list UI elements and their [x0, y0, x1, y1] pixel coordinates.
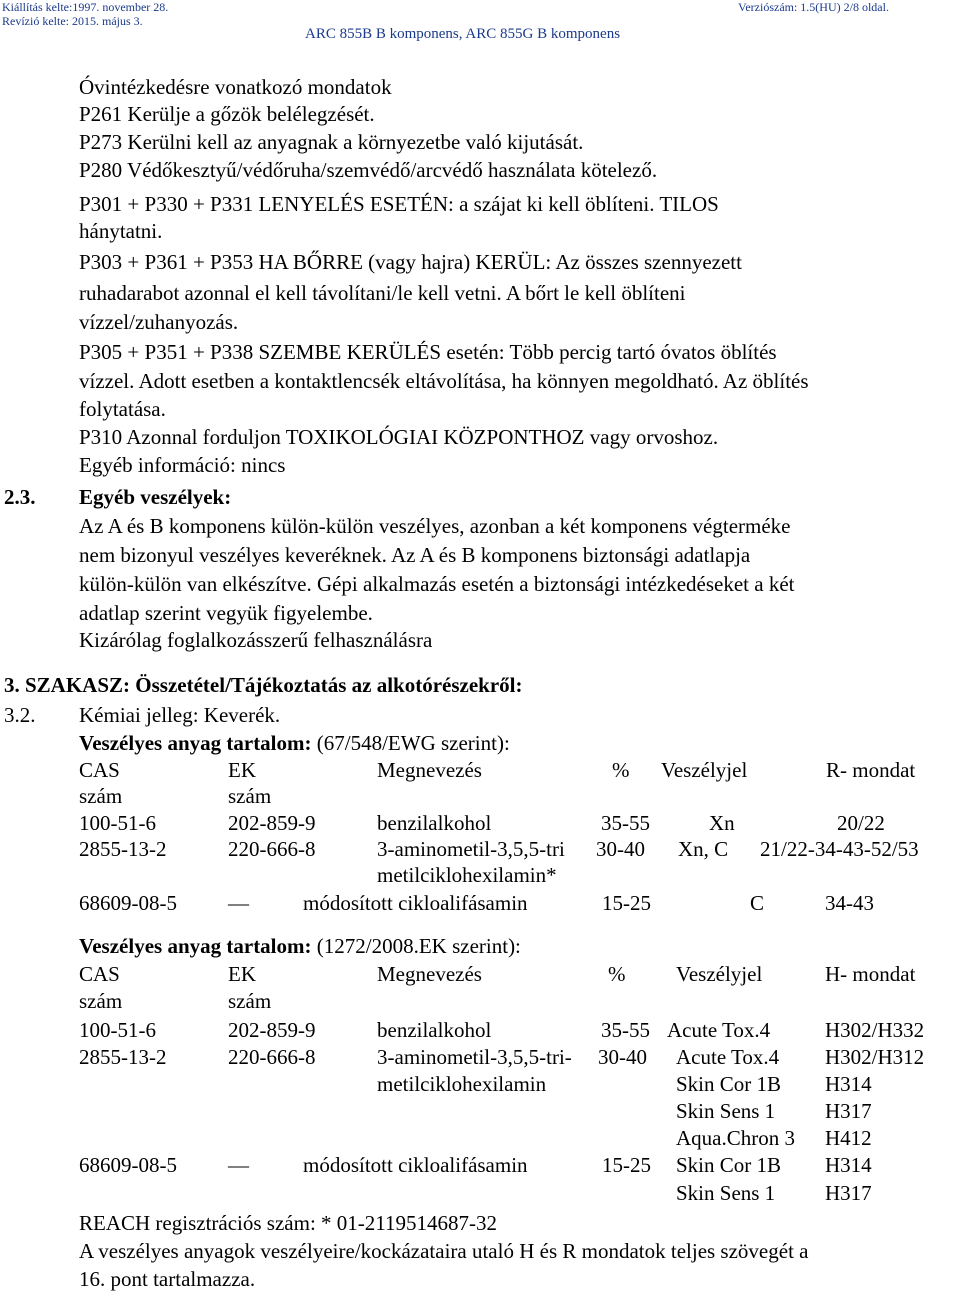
p303-line: P303 + P361 + P353 HA BŐRRE (vagy hajra) KERÜL: Az összes szennyezett [79, 250, 742, 274]
table1-cell: 220-666-8 [228, 837, 316, 861]
p303-line-cont: ruhadarabot azonnal el kell távolítani/le kell vetni. A bőrt le kell öblíteni [79, 281, 686, 305]
section-2-3-number: 2.3. [4, 485, 36, 509]
precautionary-heading: Óvintézkedésre vonatkozó mondatok [79, 75, 392, 99]
table2-cell: Skin Cor 1B [676, 1153, 782, 1177]
table2-cell: 35-55 [601, 1018, 650, 1042]
table2-cell: 15-25 [602, 1153, 651, 1177]
section-2-3-text: nem bizonyul veszélyes keveréknek. Az A és B komponens biztonsági adatlapja [79, 543, 751, 567]
table2-cell: 2855-13-2 [79, 1045, 167, 1069]
table1-cell: — [228, 891, 249, 915]
table2-header-symbol: Veszélyjel [676, 962, 763, 986]
section-3-2-text: Kémiai jelleg: Keverék. [79, 703, 281, 727]
table2-cell: benzilalkohol [377, 1018, 492, 1042]
table1-subheader-cas: szám [79, 784, 123, 808]
table2-cell: 3-aminometil-3,5,5-tri- [377, 1045, 572, 1069]
table1-cell: benzilalkohol [377, 811, 492, 835]
section-3-2-number: 3.2. [4, 703, 36, 727]
table2-cell: H317 [825, 1181, 872, 1205]
table2-title-rest: (1272/2008.EK szerint): [311, 934, 521, 958]
section-2-3-text: adatlap szerint vegyük figyelembe. [79, 601, 373, 625]
version-page: Verziószám: 1.5(HU) 2/8 oldal. [738, 0, 889, 14]
p280-line: P280 Védőkesztyű/védőruha/szemvédő/arcvédő használata kötelező. [79, 158, 658, 182]
table1-header-ek: EK [228, 758, 256, 782]
table2-title-bold: Veszélyes anyag tartalom: [79, 934, 312, 958]
table1-header-symbol: Veszélyjel [661, 758, 748, 782]
table2-cell: Skin Cor 1B [676, 1072, 782, 1096]
table1-cell: 3-aminometil-3,5,5-tri [377, 837, 565, 861]
table1-title-rest: (67/548/EWG szerint): [311, 731, 510, 755]
other-info: Egyéb információ: nincs [79, 453, 286, 477]
table1-cell: Xn [709, 811, 735, 835]
table1-cell: 30-40 [596, 837, 645, 861]
table1-cell: 15-25 [602, 891, 651, 915]
p303-line-cont2: vízzel/zuhanyozás. [79, 310, 239, 334]
table2-cell: Acute Tox.4 [667, 1018, 771, 1042]
p305-line-cont: vízzel. Adott esetben a kontaktlencsék eltávolítása, ha könnyen megoldható. Az öblítés [79, 369, 809, 393]
table1-title-bold: Veszélyes anyag tartalom: [79, 731, 312, 755]
p261-line: P261 Kerülje a gőzök belélegzését. [79, 102, 375, 126]
p310-line: P310 Azonnal forduljon TOXIKOLÓGIAI KÖZPONTHOZ vagy orvoshoz. [79, 425, 719, 449]
section-2-3-text: Kizárólag foglalkozásszerű felhasználásra [79, 628, 433, 652]
table2-subheader-ek: szám [228, 989, 272, 1013]
table1-cell: 202-859-9 [228, 811, 316, 835]
table2-cell: 30-40 [598, 1045, 647, 1069]
table2-cell: H314 [825, 1153, 872, 1177]
table2-cell: 68609-08-5 [79, 1153, 177, 1177]
table1-cell: 2855-13-2 [79, 837, 167, 861]
table1-cell: 20/22 [837, 811, 885, 835]
table2-title [79, 933, 521, 959]
table2-header-cas: CAS [79, 962, 120, 986]
table1-cell: 34-43 [825, 891, 874, 915]
revision-date: Revízió kelte: 2015. május 3. [2, 14, 143, 28]
table2-cell: 220-666-8 [228, 1045, 316, 1069]
table2-cell: metilciklohexilamin [377, 1072, 547, 1096]
table2-cell: H302/H332 [825, 1018, 925, 1042]
table1-cell: 100-51-6 [79, 811, 156, 835]
table2-cell: H314 [825, 1072, 872, 1096]
p301-line: P301 + P330 + P331 LENYELÉS ESETÉN: a szájat ki kell öblíteni. TILOS [79, 192, 719, 216]
table2-cell: H302/H312 [825, 1045, 925, 1069]
product-title: ARC 855B B komponens, ARC 855G B komponens [305, 26, 621, 42]
section-3-title: 3. SZAKASZ: Összetétel/Tájékoztatás az alkotórészekről: [4, 673, 523, 697]
table2-cell: Skin Sens 1 [676, 1099, 776, 1123]
table1-subheader-ek: szám [228, 784, 272, 808]
table1-cell: C [750, 891, 765, 915]
table2-header-name: Megnevezés [377, 962, 482, 986]
table1-cell: 35-55 [601, 811, 650, 835]
table2-cell: 100-51-6 [79, 1018, 156, 1042]
table2-cell: Acute Tox.4 [676, 1045, 780, 1069]
table1-cell: 21/22-34-43-52/53 [760, 837, 919, 861]
table1-header-phrase: R- mondat [826, 758, 916, 782]
issue-date: Kiállítás kelte:1997. november 28. [2, 0, 169, 14]
table1-cell: módosított cikloalifásamin [303, 891, 528, 915]
table2-subheader-cas: szám [79, 989, 123, 1013]
table2-header-percent: % [608, 962, 626, 986]
p305-line-cont2: folytatása. [79, 397, 166, 421]
section-2-3-title: Egyéb veszélyek: [79, 485, 232, 509]
table1-header-cas: CAS [79, 758, 120, 782]
p273-line: P273 Kerülni kell az anyagnak a környezetbe való kijutását. [79, 130, 584, 154]
full-text-note-cont: 16. pont tartalmazza. [79, 1267, 256, 1291]
table2-cell: módosított cikloalifásamin [303, 1153, 528, 1177]
table2-cell: H317 [825, 1099, 872, 1123]
table2-cell: 202-859-9 [228, 1018, 316, 1042]
table1-title [79, 730, 510, 756]
table1-cell: metilciklohexilamin* [377, 863, 557, 887]
p305-line: P305 + P351 + P338 SZEMBE KERÜLÉS esetén: Több percig tartó óvatos öblítés [79, 340, 777, 364]
table1-header-name: Megnevezés [377, 758, 482, 782]
reach-number: REACH regisztrációs szám: * 01-2119514687-32 [79, 1211, 497, 1235]
table1-cell: 68609-08-5 [79, 891, 177, 915]
section-2-3-text: külön-külön van elkészítve. Gépi alkalmazás esetén a biztonsági intézkedéseket a két [79, 572, 795, 596]
table2-cell: Aqua.Chron 3 [676, 1126, 795, 1150]
table2-cell: Skin Sens 1 [676, 1181, 776, 1205]
table2-cell: — [228, 1153, 249, 1177]
table1-header-percent: % [612, 758, 630, 782]
full-text-note: A veszélyes anyagok veszélyeire/kockázataira utaló H és R mondatok teljes szövegét a [79, 1239, 809, 1263]
section-2-3-text: Az A és B komponens külön-külön veszélyes, azonban a két komponens végterméke [79, 514, 791, 538]
table1-cell: Xn, C [678, 837, 729, 861]
p301-line-cont: hánytatni. [79, 219, 163, 243]
table2-header-ek: EK [228, 962, 256, 986]
table2-cell: H412 [825, 1126, 872, 1150]
table2-header-phrase: H- mondat [825, 962, 916, 986]
